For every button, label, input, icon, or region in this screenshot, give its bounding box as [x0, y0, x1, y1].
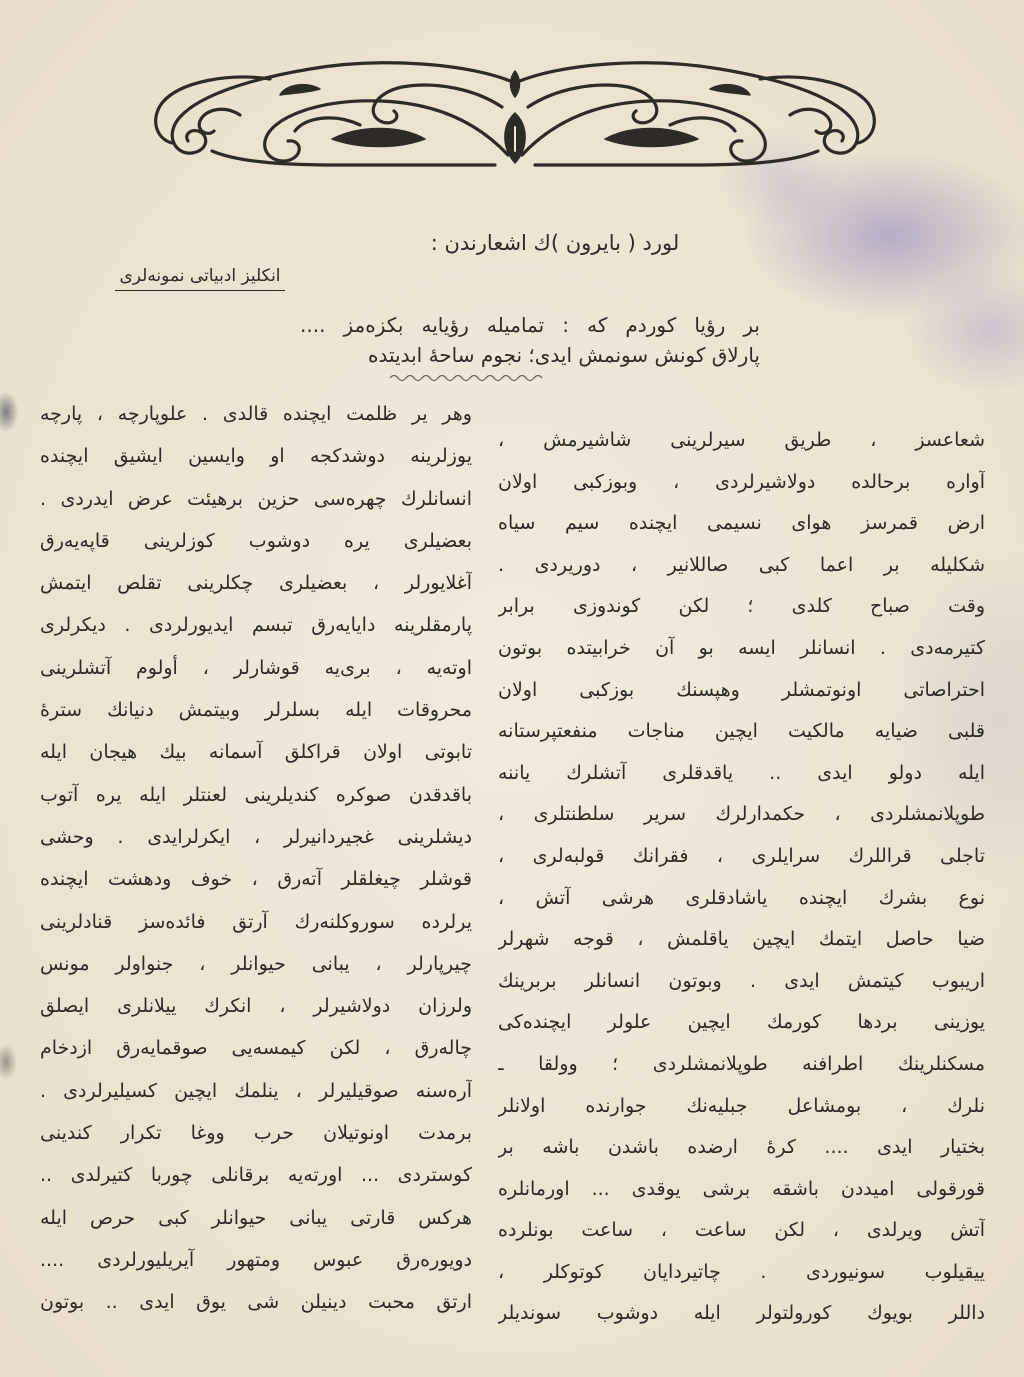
- text-line: تابوتی اولان قراکلق آسمانه بیك هیجان ایله: [40, 741, 472, 764]
- section-heading-text: انکلیز ادبیاتی نمونه‌لری: [115, 263, 284, 291]
- epigraph: [300, 310, 760, 370]
- text-line: دویوره‌رق عبوس ومتهور آیریلیورلردی ....: [40, 1248, 472, 1271]
- text-line: نوع بشرك ایچنده یاشادقلری هرشی آتش ،: [498, 886, 985, 909]
- text-line: آتش ویرلدی ، لکن ساعت ، ساعت بونلرده: [498, 1219, 985, 1242]
- text-line: چاله‌رق ، لکن کیمسه‌یی صوقمایه‌رق ازدخام: [40, 1037, 472, 1060]
- wavy-divider: [388, 371, 543, 385]
- epigraph-line: پارلاق کونش سونمش ایدی؛ نجوم ساحهٔ ابدیتده: [368, 343, 760, 367]
- text-line: داللر بویوك کورولتولر ایله دوشوب سوندیلر: [498, 1302, 985, 1325]
- text-line: قورقولی امیددن باشقه برشی یوقدی ... اورمانلره: [498, 1177, 985, 1200]
- text-line: وقت صباح کلدی ؛ لکن کوندوزی برابر: [498, 595, 985, 618]
- text-line: هرکس قارتی یبانی حیوانلر کبی حرص ایله: [40, 1206, 472, 1229]
- text-line: طوپلانمشلردی ، حکمدارلرك سریر سلطنتلری ،: [498, 803, 985, 826]
- ornament-left-half: [156, 63, 515, 165]
- text-line: تاجلی قراللرك سرایلری ، فقرانك قولبه‌لری ،: [498, 844, 985, 867]
- text-line: نلرك ، بومشاعل جبلیه‌نك جوارنده اولانلر: [498, 1094, 985, 1117]
- text-line: کوستردی ... اورته‌یه برقانلی چوربا کتیرلدی ..: [40, 1164, 472, 1187]
- text-line: دیشلرینی غجیردانیرلر ، ایکرلرایدی . وحشی: [40, 825, 472, 848]
- poem-title: لورد ( بایرون )ك اشعارندن :: [430, 231, 680, 255]
- text-line: آغلایورلر ، بعضیلری چکلرینی تقلص ایتمش: [40, 572, 472, 595]
- text-line: ارض قمرسز هوای نسیمی ایچنده سیم سیاه: [498, 512, 985, 535]
- text-line: آواره برحالده دولاشیرلردی ، وبوزکبی اولان: [498, 470, 985, 493]
- text-line: قوشلر چیغلقلر آته‌رق ، خوف ودهشت ایچنده: [40, 868, 472, 891]
- text-line: چیرپارلر ، یبانی حیوانلر ، جنواولر مونس: [40, 952, 472, 975]
- text-line: شعاعسز ، طریق سیرلرینی شاشیرمش ،: [498, 429, 985, 451]
- ornament-center-drop: [505, 71, 525, 163]
- text-line: قلبی ضیایه مالکیت ایچین مناجات منفعتپرستانه: [498, 720, 985, 743]
- header-ornament: [150, 55, 880, 170]
- text-line: انسانلرك چهره‌سی حزین برهیئت عرض ایدردی .: [40, 487, 472, 510]
- section-heading: [104, 263, 296, 291]
- text-line: ارتق محبت دینیلن شی یوق ایدی .. بوتون: [40, 1291, 472, 1314]
- text-line: اوته‌یه ، بری‌یه قوشارلر ، أولوم آتشلرینی: [40, 656, 472, 679]
- epigraph-line: بر رؤیا کوردم که : تمامیله رؤیایه بکزه‌مز ....: [300, 313, 760, 337]
- text-line: بعضیلری یره دوشوب کوزلرینی قاپه‌یه‌رق: [40, 529, 472, 552]
- ornament-right-half: [515, 63, 874, 165]
- text-column-left: [40, 393, 472, 1324]
- text-line: اریبوب کیتمش ایدی . وبوتون انسانلر بربرینك: [498, 969, 985, 992]
- text-line: ضیا حاصل ایتمك ایچین یاقلمش ، قوجه شهرلر: [498, 928, 985, 951]
- text-line: یوزلرینه دوشدکجه او وایسین ایشیق ایچنده: [40, 445, 472, 468]
- text-line: برمدت اونوتیلان حرب ووغا تکرار کندینی: [40, 1122, 472, 1145]
- text-line: شکلیله بر اعما کبی صاللانیر ، دوریردی .: [498, 553, 985, 576]
- text-line: یوزینی بردها کورمك ایچین علولر ایچنده‌کی: [498, 1011, 985, 1034]
- text-line: یرلرده سوروکلنه‌رك آرتق فائده‌سز قنادلرینی: [40, 910, 472, 933]
- text-line: وهر یر ظلمت ایچنده قالدی . علوپارچه ، پارچه: [40, 403, 472, 425]
- text-line: احتراصاتی اونوتمشلر وهپسنك بوزکبی اولان: [498, 678, 985, 701]
- text-line: آره‌سنه صوقیلیرلر ، ینلمك ایچین کسیلیرلردی .: [40, 1079, 472, 1102]
- text-column-right: [498, 420, 985, 1335]
- text-line: مسکنلرینك اطرافنه طوپلانمشلردی ؛ وولقا ـ: [498, 1052, 985, 1075]
- text-line: ولرزان دولاشیرلر ، انکرك ییلانلری ایصلق: [40, 995, 472, 1018]
- text-line: ایله دولو ایدی .. یاقدقلری آتشلرك یاننه: [498, 761, 985, 784]
- text-line: محروقات ایله بسلرلر وبیتمش دنیانك سترهٔ: [40, 699, 472, 722]
- text-line: ییقیلوب سونیوردی . چاتیردایان کوتوکلر ،: [498, 1260, 985, 1283]
- text-line: کتیرمه‌دی . انسانلر ایسه بو آن خرابیتده بوتون: [498, 636, 985, 659]
- text-line: بختیار ایدی .... کرهٔ ارضده باشدن باشه بر: [498, 1136, 985, 1159]
- text-line: باقدقدن صوکره کندیلرینی لعنتلر ایله یره آتوب: [40, 783, 472, 806]
- text-line: پارمقلرینه دایایه‌رق تبسم ایدیورلردی . دیکرلری: [40, 614, 472, 637]
